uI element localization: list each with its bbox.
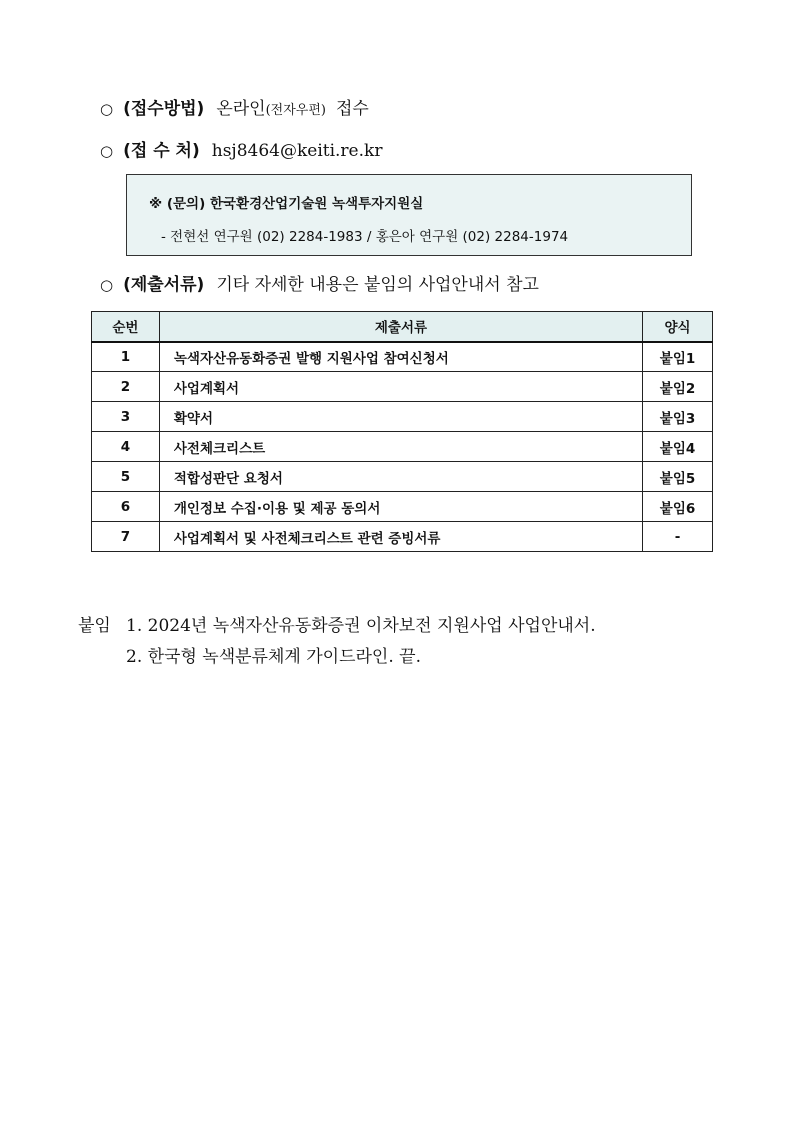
documents-text: 기타 자세한 내용은 붙임의 사업안내서 참고 [216,275,539,295]
row-form: 붙임1 [643,342,713,372]
contact-title: ※ (문의) 한국환경산업기술원 녹색투자지원실 [149,196,424,212]
row-no: 6 [92,492,160,522]
row-doc: 개인정보 수집·이용 및 제공 동의서 [159,492,642,522]
row-doc: 사업계획서 [159,372,642,402]
table-row [92,342,713,372]
row-doc: 적합성판단 요청서 [159,462,642,492]
row-no: 5 [92,462,160,492]
header-doc: 제출서류 [159,312,642,342]
row-no: 1 [92,342,160,372]
method-paren: (전자우편) [265,103,326,118]
row-form: 붙임5 [643,462,713,492]
row-form: 붙임3 [643,402,713,432]
row-form: - [643,522,713,552]
row-form: 붙임2 [643,372,713,402]
row-doc: 사업계획서 및 사전체크리스트 관련 증빙서류 [159,522,642,552]
row-no: 3 [92,402,160,432]
row-doc: 확약서 [159,402,642,432]
attachment-item-1: 1. 2024년 녹색자산유동화증권 이차보전 지원사업 사업안내서. [126,616,596,636]
attachments [78,611,596,673]
method-suffix: 접수 [336,99,369,119]
place-email[interactable]: hsj8464@keiti.re.kr [211,141,383,161]
header-form: 양식 [643,312,713,342]
row-no: 2 [92,372,160,402]
table-row [92,432,713,462]
circle-bullet-icon: ○ [100,276,114,294]
method-label: (접수방법) [123,99,205,119]
table-row [92,492,713,522]
table-row [92,372,713,402]
place-line [100,136,382,161]
row-form: 붙임6 [643,492,713,522]
row-no: 7 [92,522,160,552]
contact-box [126,174,692,256]
documents-table [91,311,713,552]
table-row [92,462,713,492]
row-no: 4 [92,432,160,462]
table-header-row [92,312,713,342]
circle-bullet-icon: ○ [100,100,114,118]
method-text: 온라인 [216,99,266,119]
circle-bullet-icon: ○ [100,142,114,160]
place-label: (접 수 처) [123,141,200,161]
contact-detail: - 전현선 연구원 (02) 2284-1983 / 홍은아 연구원 (02) 2284-1974 [161,229,569,245]
attachment-row-1 [78,611,596,642]
documents-label: (제출서류) [123,275,205,295]
row-doc: 사전체크리스트 [159,432,642,462]
table-row [92,522,713,552]
row-doc: 녹색자산유동화증권 발행 지원사업 참여신청서 [159,342,642,372]
attachment-item-2: 2. 한국형 녹색분류체계 가이드라인. 끝. [126,647,421,667]
attachment-row-2 [78,642,596,673]
method-line [100,94,369,119]
documents-line [100,270,539,295]
row-form: 붙임4 [643,432,713,462]
header-no: 순번 [92,312,160,342]
attachments-label: 붙임 [78,616,111,636]
table-row [92,402,713,432]
